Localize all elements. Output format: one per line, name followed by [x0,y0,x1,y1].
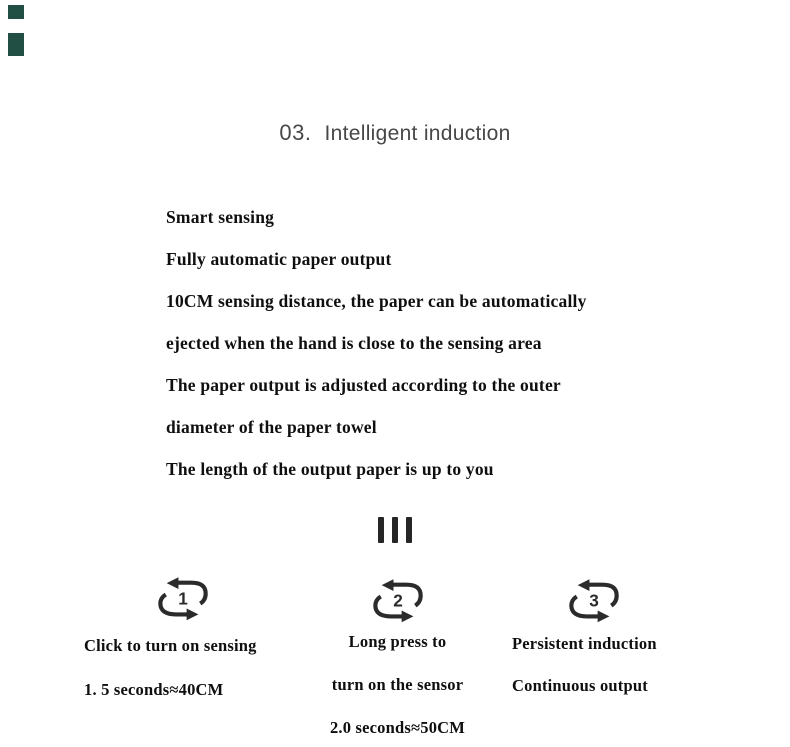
feature-step-2 [300,576,495,738]
separator-bars [0,517,790,543]
step-number: 2 [392,590,403,611]
separator-bar [378,517,384,543]
feature-description-block [166,196,587,490]
feature-step-1 [84,574,294,700]
separator-bar [406,517,412,543]
body-line: The length of the output paper is up to you [166,459,494,479]
feature-caption: 2.0 seconds≈50CM [329,718,466,737]
body-line: 10CM sensing distance, the paper can be automatically [166,291,587,311]
step-number: 1 [178,588,188,609]
body-line: diameter of the paper towel [166,417,377,437]
section-number: 03. [279,120,312,145]
body-line: Smart sensing [166,207,275,227]
separator-bar [392,517,398,543]
section-title-text: Intelligent induction [324,122,511,145]
feature-caption: Long press to [348,632,447,651]
body-line: The paper output is adjusted according to the outer [166,375,561,395]
feature-caption: Continuous output [512,676,648,695]
body-line: ejected when the hand is close to the sensing area [166,333,542,353]
corner-marker-top [8,5,24,19]
corner-marker-bottom [8,33,24,56]
loop-arrows-icon [300,576,495,626]
feature-caption: Persistent induction [512,634,657,653]
body-line: Fully automatic paper output [166,249,392,269]
feature-caption: 1. 5 seconds≈40CM [84,680,224,699]
loop-arrows-icon [565,576,707,626]
feature-caption: Click to turn on sensing [84,636,257,655]
step-number: 3 [589,590,599,611]
loop-arrows-icon [154,574,294,624]
feature-caption: turn on the sensor [331,675,464,694]
section-title [0,120,790,146]
feature-step-3 [512,576,707,696]
